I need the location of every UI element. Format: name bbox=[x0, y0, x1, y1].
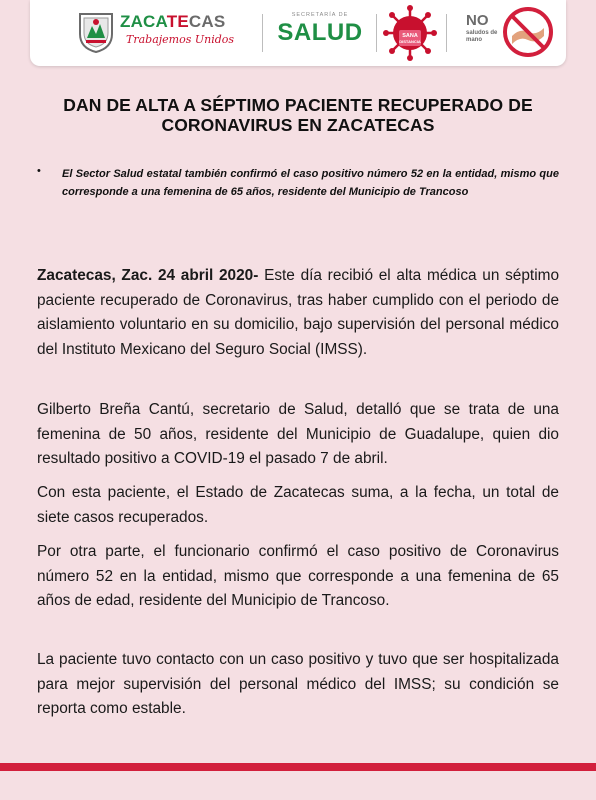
zacatecas-logo bbox=[76, 8, 256, 58]
zacatecas-wordmark: ZACATECAS bbox=[120, 12, 226, 31]
header-divider bbox=[376, 14, 377, 52]
footer-bar bbox=[0, 763, 596, 771]
no-handshake-big: NO bbox=[466, 12, 489, 29]
paragraph-3: Con esta paciente, el Estado de Zacatecas suma, a la fecha, un total de siete casos recuperados. bbox=[37, 484, 559, 526]
paragraph-4: Por otra parte, el funcionario confirmó el caso positivo de Coronavirus número 52 en la entidad, mismo que corresponde a una femenina de 65 años de edad, residente del Municipio de Trancoso. bbox=[37, 543, 559, 609]
zacatecas-slogan: Trabajemos Unidos bbox=[126, 33, 235, 46]
svg-text:SANA: SANA bbox=[402, 33, 418, 39]
crest-icon bbox=[76, 10, 116, 54]
paragraph-2: Gilberto Breña Cantú, secretario de Salud, detalló que se trata de una femenina de 50 años, residente del Municipio de Guadalupe, quien dio resultado positivo a COVID-19 el pasado 7 de abril. bbox=[37, 401, 559, 467]
no-handshake-text bbox=[466, 12, 506, 52]
article-title: DAN DE ALTA A SÉPTIMO PACIENTE RECUPERADO DE CORONAVIRUS EN ZACATECAS bbox=[63, 95, 533, 135]
svg-text:DISTANCIA: DISTANCIA bbox=[399, 39, 421, 44]
salud-logo-top: SECRETARÍA DE bbox=[291, 12, 349, 18]
no-handshake-icon bbox=[502, 6, 554, 58]
header-banner bbox=[30, 0, 566, 66]
no-handshake-small: saludos de mano bbox=[466, 30, 498, 43]
paragraph-1-text: Este día recibió el alta médica un séptimo paciente recuperado de Coronavirus, tras haber cumplido con el periodo de aislamiento voluntario en su domicilio, bajo supervisión del personal médico del Instituto Mexicano del Seguro Social (IMSS). bbox=[37, 267, 560, 358]
header-divider bbox=[446, 14, 447, 52]
header-divider bbox=[262, 14, 263, 52]
paragraph-1 bbox=[37, 264, 559, 362]
salud-logo bbox=[270, 12, 370, 54]
paragraph-5: La paciente tuvo contacto con un caso positivo y tuvo que ser hospitalizada para mejor supervisión del personal médico del IMSS; su condición se reporta como estable. bbox=[37, 651, 559, 717]
salud-logo-main: SALUD bbox=[277, 19, 363, 46]
sana-distancia-virus-icon bbox=[382, 4, 438, 62]
dateline: Zacatecas, Zac. 24 abril 2020- bbox=[37, 267, 259, 284]
bullet-text: El Sector Salud estatal también confirmó el caso positivo número 52 en la entidad, mismo que corresponde a una femenina de 65 años, residente del Municipio de Trancoso bbox=[62, 168, 559, 198]
bullet-dot: • bbox=[37, 165, 41, 177]
